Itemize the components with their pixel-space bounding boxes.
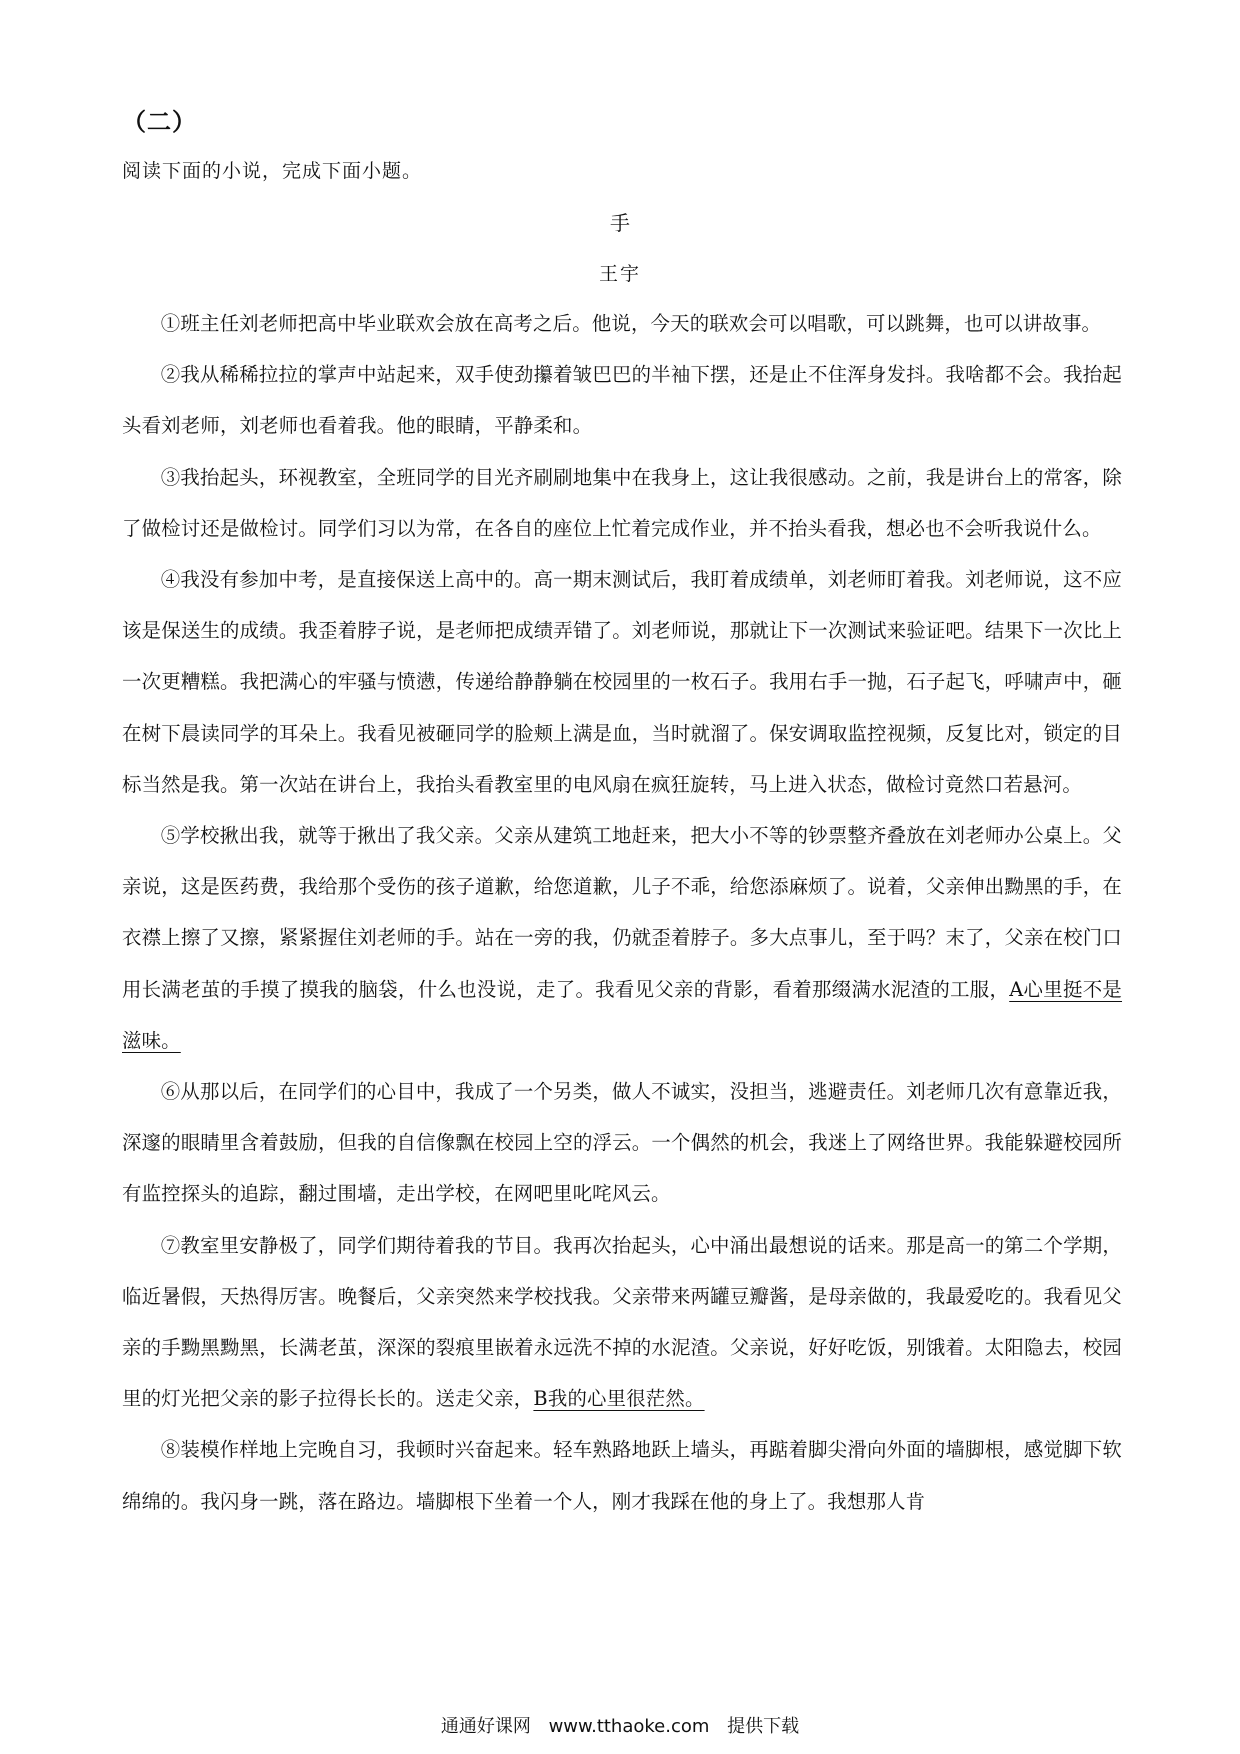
- section-label: （二）: [122, 107, 197, 136]
- footer-suffix: 提供下载: [727, 1716, 800, 1737]
- paragraph-8: ⑧装模作样地上完晚自习，我顿时兴奋起来。轻车熟路地跃上墙头，再踮着脚尖滑向外面的墙脚根，感觉脚下软绵绵的。我闪身一跳，落在路边。墙脚根下坐着一个人，刚才我踩在他的身上了。我想那人肯: [122, 1438, 1122, 1513]
- story-author: 王宇: [598, 263, 641, 285]
- footer-site-name: 通通好课网: [440, 1716, 531, 1737]
- paragraph-5: ⑤学校揪出我，就等于揪出了我父亲。父亲从建筑工地赶来，把大小不等的钞票整齐叠放在刘老师办公桌上。父亲说，这是医药费，我给那个受伤的孩子道歉，给您道歉，儿子不乖，给您添麻烦了。说着，父亲伸出黝黑的手，在衣襟上擦了又擦，紧紧握住刘老师的手。站在一旁的我，仍就歪着脖子。多大点事儿，至于吗？末了，父亲在校门口用长满老茧的手摸了摸我的脑袋，什么也没说，走了。我看见父亲的背影，看着那缀满水泥渣的工服，A心里挺不是滋味。: [122, 824, 1123, 1052]
- paragraph-3: ③我抬起头，环视教室，全班同学的目光齐刷刷地集中在我身上，这让我很感动。之前，我是讲台上的常客，除了做检讨还是做检讨。同学们习以为常，在各自的座位上忙着完成作业，并不抬头看我，想必也不会听我说什么。: [122, 465, 1122, 540]
- story-title: 手: [610, 211, 630, 235]
- underlined-sentence-a: A心里挺不是滋味。: [122, 977, 1123, 1052]
- paragraph-1: ①班主任刘老师把高中毕业联欢会放在高考之后。他说，今天的联欢会可以唱歌，可以跳舞，也可以讲故事。: [160, 312, 1102, 335]
- page-footer: [0, 1712, 1240, 1738]
- paragraph-4: ④我没有参加中考，是直接保送上高中的。高一期末测试后，我盯着成绩单，刘老师盯着我。刘老师说，这不应该是保送生的成绩。我歪着脖子说，是老师把成绩弄错了。刘老师说，那就让下一次测试来验证吧。结果下一次比上一次更糟糕。我把满心的牢骚与愤懑，传递给静静躺在校园里的一枚石子。我用右手一抛，石子起飞，呼啸声中，砸在树下晨读同学的耳朵上。我看见被砸同学的脸颊上满是血，当时就溜了。保安调取监控视频，反复比对，锁定的目标当然是我。第一次站在讲台上，我抬头看教室里的电风扇在疯狂旋转，马上进入状态，做检讨竟然口若悬河。: [122, 568, 1122, 796]
- reading-instruction: 阅读下面的小说，完成下面小题。: [122, 160, 423, 182]
- story-body: [122, 298, 1122, 1527]
- underlined-sentence-b: B我的心里很茫然。: [533, 1387, 705, 1411]
- paragraph-2: ②我从稀稀拉拉的掌声中站起来，双手使劲攥着皱巴巴的半袖下摆，还是止不住浑身发抖。我啥都不会。我抬起头看刘老师，刘老师也看着我。他的眼睛，平静柔和。: [122, 363, 1122, 438]
- paragraph-7: ⑦教室里安静极了，同学们期待着我的节目。我再次抬起头，心中涌出最想说的话来。那是高一的第二个学期，临近暑假，天热得厉害。晚餐后，父亲突然来学校找我。父亲带来两罐豆瓣酱，是母亲做的，我最爱吃的。我看见父亲的手黝黑黝黑，长满老茧，深深的裂痕里嵌着永远洗不掉的水泥渣。父亲说，好好吃饭，别饿着。太阳隐去，校园里的灯光把父亲的影子拉得长长的。送走父亲，B我的心里很茫然。: [122, 1233, 1122, 1411]
- footer-url: www.tthaoke.com: [548, 1716, 710, 1737]
- paragraph-6: ⑥从那以后，在同学们的心目中，我成了一个另类，做人不诚实，没担当，逃避责任。刘老师几次有意靠近我，深邃的眼睛里含着鼓励，但我的自信像飘在校园上空的浮云。一个偶然的机会，我迷上了网络世界。我能躲避校园所有监控探头的追踪，翻过围墙，走出学校，在网吧里叱咤风云。: [122, 1080, 1122, 1206]
